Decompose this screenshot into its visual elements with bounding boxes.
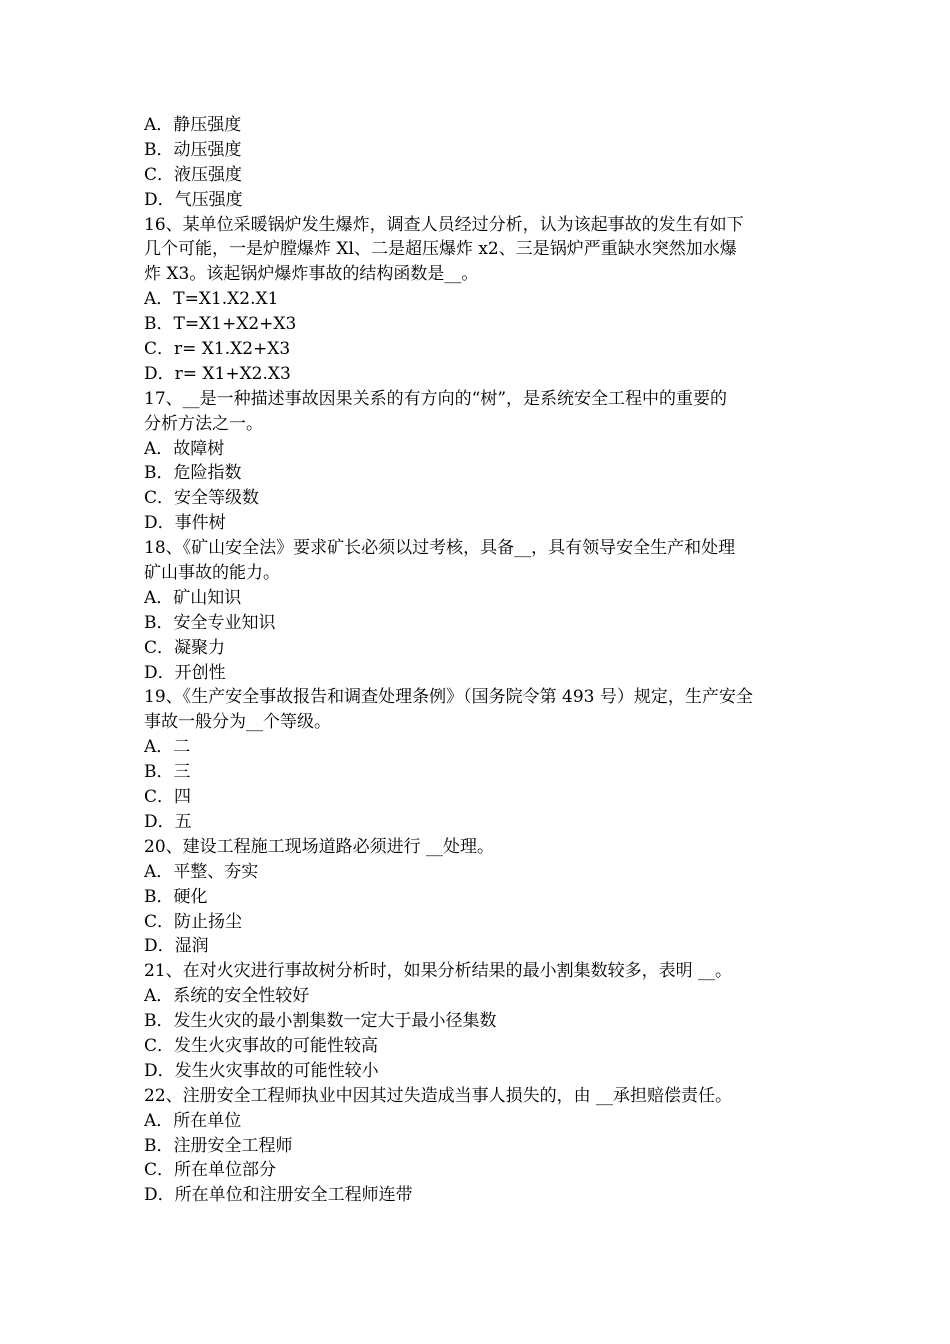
option-d: D．所在单位和注册安全工程师连带: [144, 1185, 413, 1206]
question-stem-line: 17、__是一种描述事故因果关系的有方向的“树”，是系统安全工程中的重要的: [144, 388, 728, 409]
option-c: C．安全等级数: [144, 488, 260, 509]
option-a: A．二: [144, 737, 191, 758]
option-b: B．注册安全工程师: [144, 1135, 293, 1156]
question-17: [144, 387, 810, 536]
question-stem-line: 分析方法之一。: [144, 413, 263, 434]
question-stem-line: 19、《生产安全事故报告和调查处理条例》（国务院令第 493 号）规定，生产安全: [144, 687, 753, 708]
option-d: D．开创性: [144, 662, 226, 683]
option-d: D．事件树: [144, 513, 226, 534]
option-c: C．r= X1.X2+X3: [144, 339, 291, 360]
option-b: B．安全专业知识: [144, 612, 276, 633]
option-c: C．四: [144, 787, 192, 808]
question-stem-line: 20、建设工程施工现场道路必须进行 __处理。: [144, 836, 495, 857]
option-a: A．T=X1.X2.X1: [144, 289, 279, 310]
option-a: A．系统的安全性较好: [144, 986, 310, 1007]
question-stem-line: 矿山事故的能力。: [144, 563, 280, 584]
question-16: [144, 213, 810, 387]
option-a: A．矿山知识: [144, 587, 242, 608]
question-21: [144, 959, 810, 1083]
option-d: D．五: [144, 811, 192, 832]
question-22: [144, 1084, 810, 1208]
option-b: B．危险指数: [144, 463, 242, 484]
option-a: A．平整、夯实: [144, 861, 259, 882]
option-a: A．故障树: [144, 438, 225, 459]
question-stem-line: 18、《矿山安全法》要求矿长必须以过考核，具备__，具有领导安全生产和处理: [144, 538, 736, 559]
option-b: B．三: [144, 762, 191, 783]
option-c: C．发生火灾事故的可能性较高: [144, 1035, 379, 1056]
option-d: D．气压强度: [144, 189, 243, 210]
question-stem-line: 16、某单位采暖锅炉发生爆炸，调查人员经过分析，认为该起事故的发生有如下: [144, 214, 744, 235]
question-19: [144, 685, 810, 834]
option-c: C．凝聚力: [144, 637, 226, 658]
option-a: A．静压强度: [144, 115, 242, 135]
question-stem-line: 22、注册安全工程师执业中因其过失造成当事人损失的，由 __承担赔偿责任。: [144, 1085, 733, 1106]
option-d: D．r= X1+X2.X3: [144, 363, 291, 384]
option-c: C．液压强度: [144, 164, 243, 185]
option-d: D．发生火灾事故的可能性较小: [144, 1060, 379, 1081]
question-stem-line: 21、在对火灾进行事故树分析时，如果分析结果的最小割集数较多，表明 __。: [144, 961, 733, 982]
option-b: B．动压强度: [144, 139, 242, 160]
option-b: B．硬化: [144, 886, 208, 907]
question-20: [144, 835, 810, 959]
document-body: [144, 113, 810, 1208]
option-b: B．T=X1+X2+X3: [144, 314, 297, 335]
option-c: C．防止扬尘: [144, 911, 243, 932]
question-stem-line: 事故一般分为__个等级。: [144, 712, 331, 733]
option-a: A．所在单位: [144, 1110, 242, 1131]
option-c: C．所在单位部分: [144, 1160, 277, 1181]
question-18: [144, 536, 810, 685]
question-stem-line: 炸 X3。该起锅炉爆炸事故的结构函数是__。: [144, 264, 479, 285]
option-d: D．湿润: [144, 936, 209, 957]
question-stem-line: 几个可能，一是炉膛爆炸 Xl、二是超压爆炸 x2、三是锅炉严重缺水突然加水爆: [144, 239, 737, 260]
question-15-options-block: [144, 113, 810, 213]
option-b: B．发生火灾的最小割集数一定大于最小径集数: [144, 1011, 497, 1032]
